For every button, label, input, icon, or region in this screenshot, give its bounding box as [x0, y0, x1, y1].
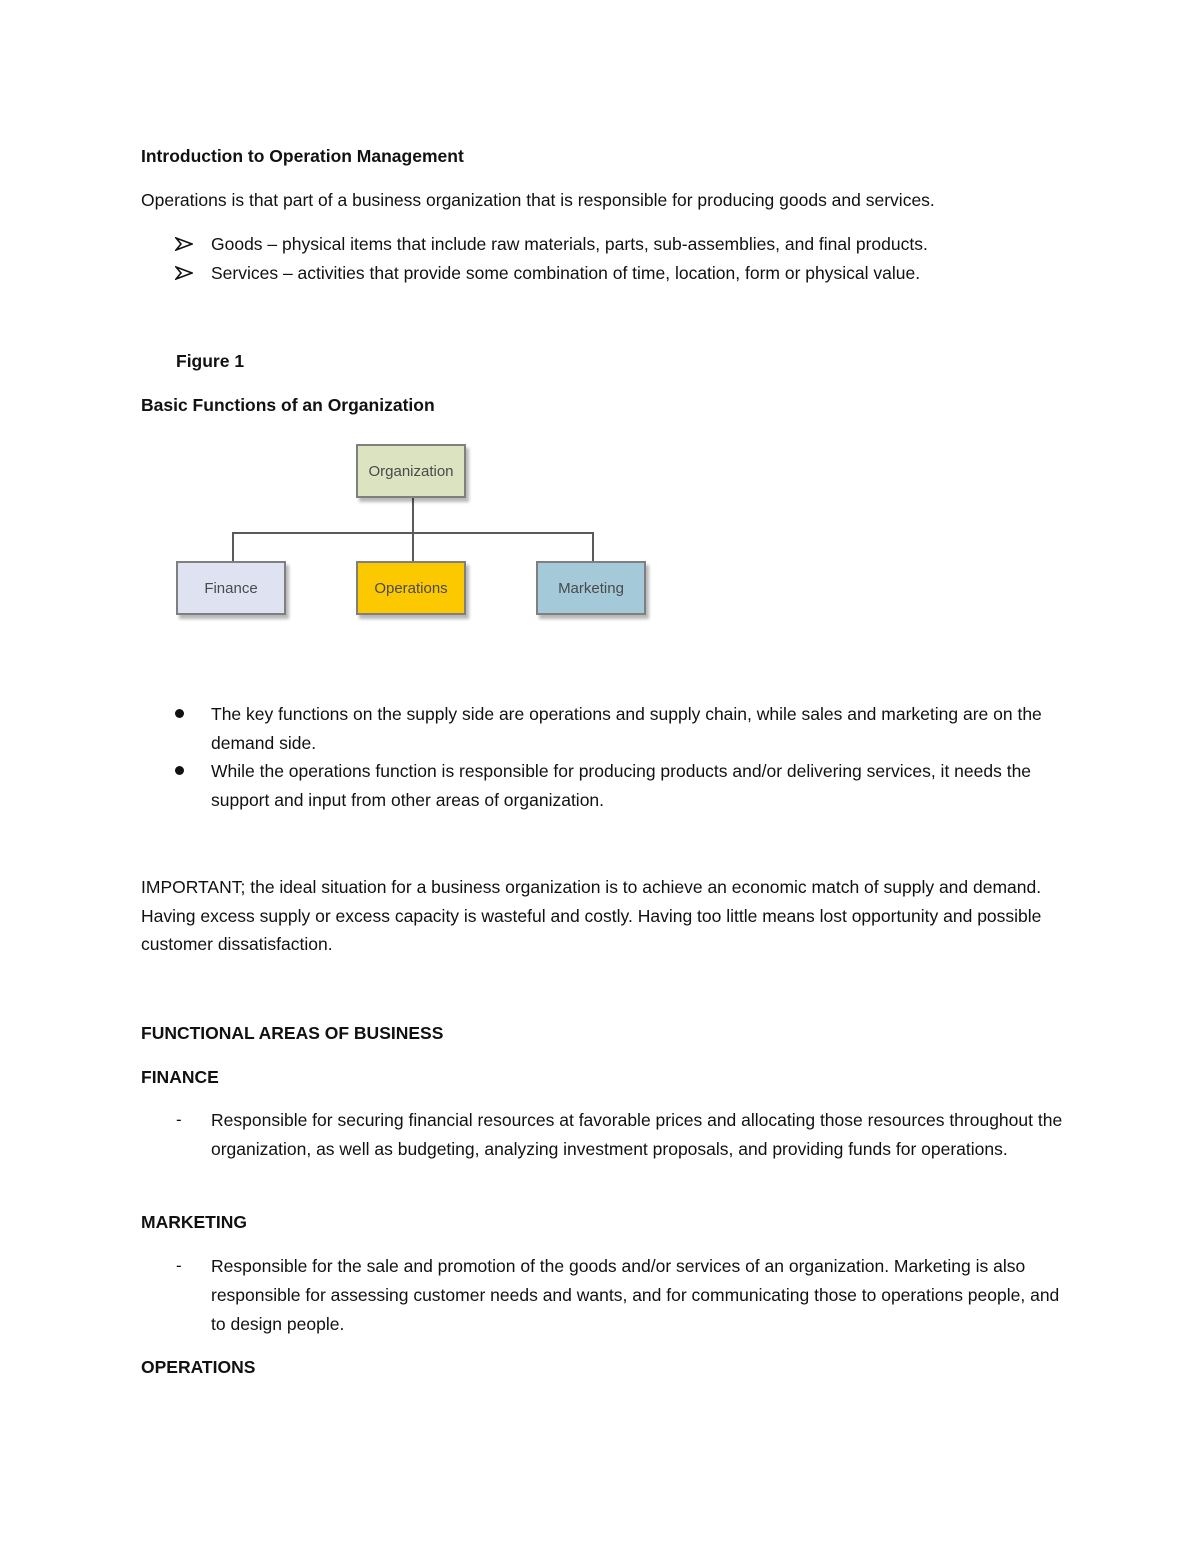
- functional-areas-heading: FUNCTIONAL AREAS OF BUSINESS: [141, 1023, 444, 1043]
- bullet-dot-icon: [174, 700, 186, 728]
- bullet-dot-icon: [174, 757, 186, 785]
- organization-box: Organization: [356, 444, 466, 498]
- operations-support-bullet: While the operations function is responsible for producing products and/or delivering services, it needs the support and input from other areas of organization.: [211, 761, 1032, 810]
- marketing-heading: MARKETING: [141, 1212, 247, 1232]
- connector-line: [592, 532, 594, 561]
- connector-line: [412, 532, 414, 561]
- operations-heading: OPERATIONS: [141, 1357, 256, 1377]
- finance-box: Finance: [176, 561, 286, 615]
- arrow-bullet-icon: [175, 259, 197, 287]
- intro-paragraph: Operations is that part of a business organization that is responsible for producing goods and services.: [141, 190, 935, 210]
- supply-demand-bullet: The key functions on the supply side are operations and supply chain, while sales and marketing are on the demand side.: [211, 704, 1042, 753]
- connector-line: [412, 498, 414, 533]
- dash-marker: -: [176, 1110, 182, 1129]
- figure-label: Figure 1: [176, 351, 245, 371]
- services-definition: Services – activities that provide some combination of time, location, form or physical value.: [211, 263, 921, 283]
- finance-heading: FINANCE: [141, 1067, 219, 1087]
- finance-description: Responsible for securing financial resources at favorable prices and allocating those resources throughout the organization, as well as budgeting, analyzing investment proposals, and providing funds for operations.: [211, 1110, 1063, 1159]
- important-paragraph: IMPORTANT; the ideal situation for a business organization is to achieve an economic match of supply and demand. Having excess supply or excess capacity is wasteful and costly. Having too little means lost opportunity and possible customer dissatisfaction.: [141, 877, 1042, 954]
- operations-box: Operations: [356, 561, 466, 615]
- figure-caption: Basic Functions of an Organization: [141, 395, 435, 415]
- marketing-box: Marketing: [536, 561, 646, 615]
- dash-marker: -: [176, 1256, 182, 1275]
- document-title: Introduction to Operation Management: [141, 146, 464, 166]
- marketing-description: Responsible for the sale and promotion of the goods and/or services of an organization. Marketing is also responsible for assessing customer needs and wants, and for communicating those to operations people, and to design people.: [211, 1256, 1060, 1334]
- connector-line: [232, 532, 234, 561]
- org-chart-diagram: [160, 430, 680, 640]
- arrow-bullet-icon: [175, 230, 197, 258]
- goods-definition: Goods – physical items that include raw materials, parts, sub-assemblies, and final products.: [211, 234, 928, 254]
